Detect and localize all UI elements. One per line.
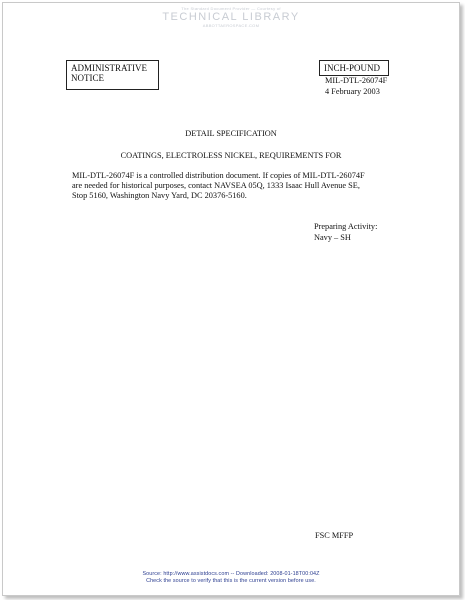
spec-date: 4 February 2003 xyxy=(325,87,380,96)
document-title: COATINGS, ELECTROLESS NICKEL, REQUIREMENTS FOR xyxy=(120,151,342,160)
preparing-activity-label: Preparing Activity: xyxy=(314,222,378,231)
preparing-activity-value: Navy – SH xyxy=(314,233,351,242)
administrative-notice-box xyxy=(66,60,159,90)
inch-pound-box xyxy=(319,60,389,76)
distribution-notice xyxy=(72,171,412,201)
admin-notice-line2: NOTICE xyxy=(71,73,104,83)
technical-library-watermark xyxy=(3,7,459,28)
admin-notice-line1: ADMINISTRATIVE xyxy=(71,63,147,73)
watermark-title: TECHNICAL LIBRARY xyxy=(162,11,300,23)
document-type-heading: DETAIL SPECIFICATION xyxy=(185,129,277,138)
notice-line: MIL-DTL-26074F is a controlled distribution document. If copies of MIL-DTL-26074F xyxy=(72,171,365,180)
download-footer xyxy=(3,571,459,585)
fsc-code: FSC MFFP xyxy=(315,531,354,540)
watermark-tagline: The Standard Document Provider — Courtesy of xyxy=(181,6,281,11)
footer-source-line: Source: http://www.assistdocs.com -- Downloaded: 2008-01-18T00:04Z xyxy=(142,571,320,577)
document-page xyxy=(2,2,460,596)
inch-pound-label: INCH-POUND xyxy=(324,63,380,73)
notice-line: Stop 5160, Washington Navy Yard, DC 20376-5160. xyxy=(72,191,247,200)
watermark-url: ABBOTTAEROSPACE.COM xyxy=(202,23,260,28)
notice-line: are needed for historical purposes, contact NAVSEA 05Q, 1333 Isaac Hull Avenue SE, xyxy=(72,181,360,190)
footer-check-line: Check the source to verify that this is the current version before use. xyxy=(146,578,316,584)
spec-number: MIL-DTL-26074F xyxy=(325,76,388,85)
